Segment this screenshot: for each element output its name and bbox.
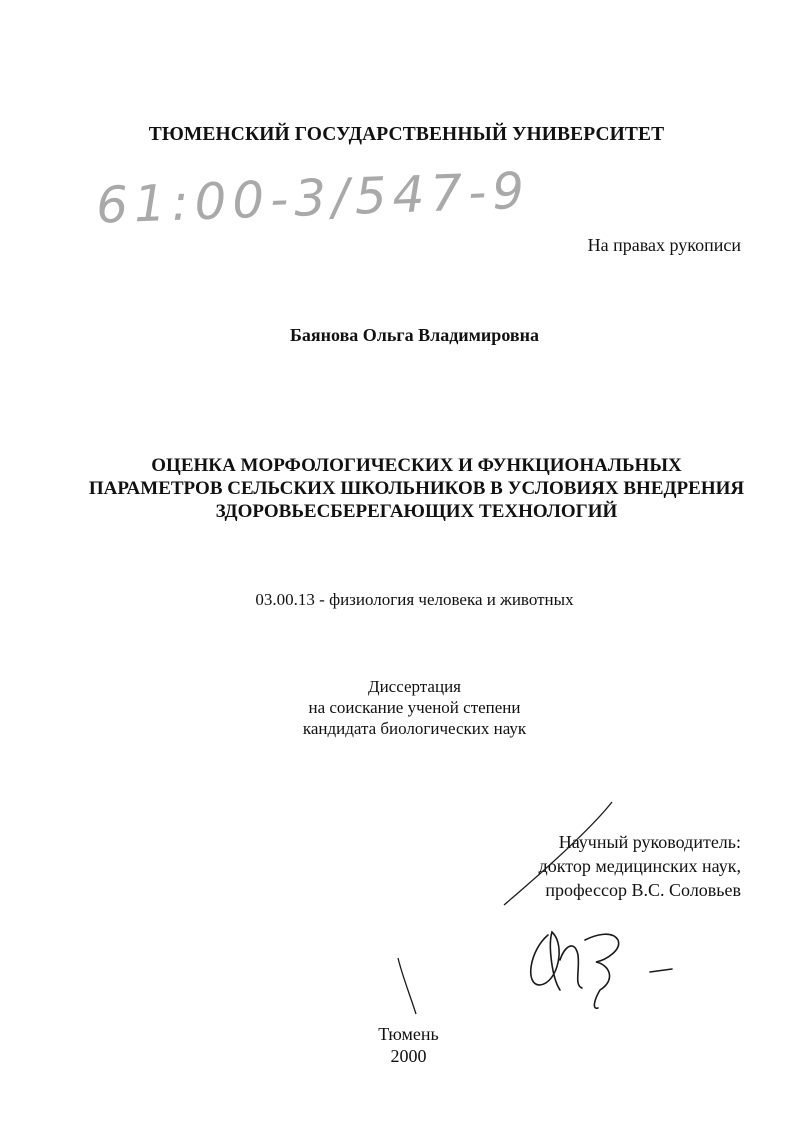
manuscript-note: На правах рукописи — [587, 235, 741, 255]
year: 2000 — [390, 1046, 427, 1066]
university-name: ТЮМЕНСКИЙ ГОСУДАРСТВЕННЫЙ УНИВЕРСИТЕТ — [148, 124, 665, 145]
signature-dash — [650, 969, 672, 972]
degree-line: кандидата биологических наук — [302, 719, 527, 738]
pen-stroke-small — [398, 958, 416, 1014]
specialty-code: 03.00.13 - физиология человека и животных — [255, 590, 574, 609]
city: Тюмень — [378, 1024, 439, 1044]
signature-icon — [531, 932, 619, 1008]
title-line: ПАРАМЕТРОВ СЕЛЬСКИХ ШКОЛЬНИКОВ В УСЛОВИЯХ ВНЕДРЕНИЯ — [88, 478, 745, 499]
supervisor-line: профессор В.С. Соловьев — [545, 880, 741, 900]
dissertation-title — [20, 454, 793, 523]
supervisor-block — [539, 830, 741, 902]
title-line: ОЦЕНКА МОРФОЛОГИЧЕСКИХ И ФУНКЦИОНАЛЬНЫХ — [151, 455, 682, 476]
degree-statement — [18, 676, 793, 739]
supervisor-line: Научный руководитель: — [558, 832, 741, 852]
archive-stamp: 61:00-3/547-9 — [95, 161, 531, 235]
degree-line: Диссертация — [367, 677, 461, 696]
title-line: ЗДОРОВЬЕСБЕРЕГАЮЩИХ ТЕХНОЛОГИЙ — [215, 501, 618, 522]
author-name: Баянова Ольга Владимировна — [290, 325, 539, 345]
place-and-year — [12, 1023, 793, 1067]
supervisor-line: доктор медицинских наук, — [538, 856, 741, 876]
degree-line: на соискание ученой степени — [308, 698, 521, 717]
